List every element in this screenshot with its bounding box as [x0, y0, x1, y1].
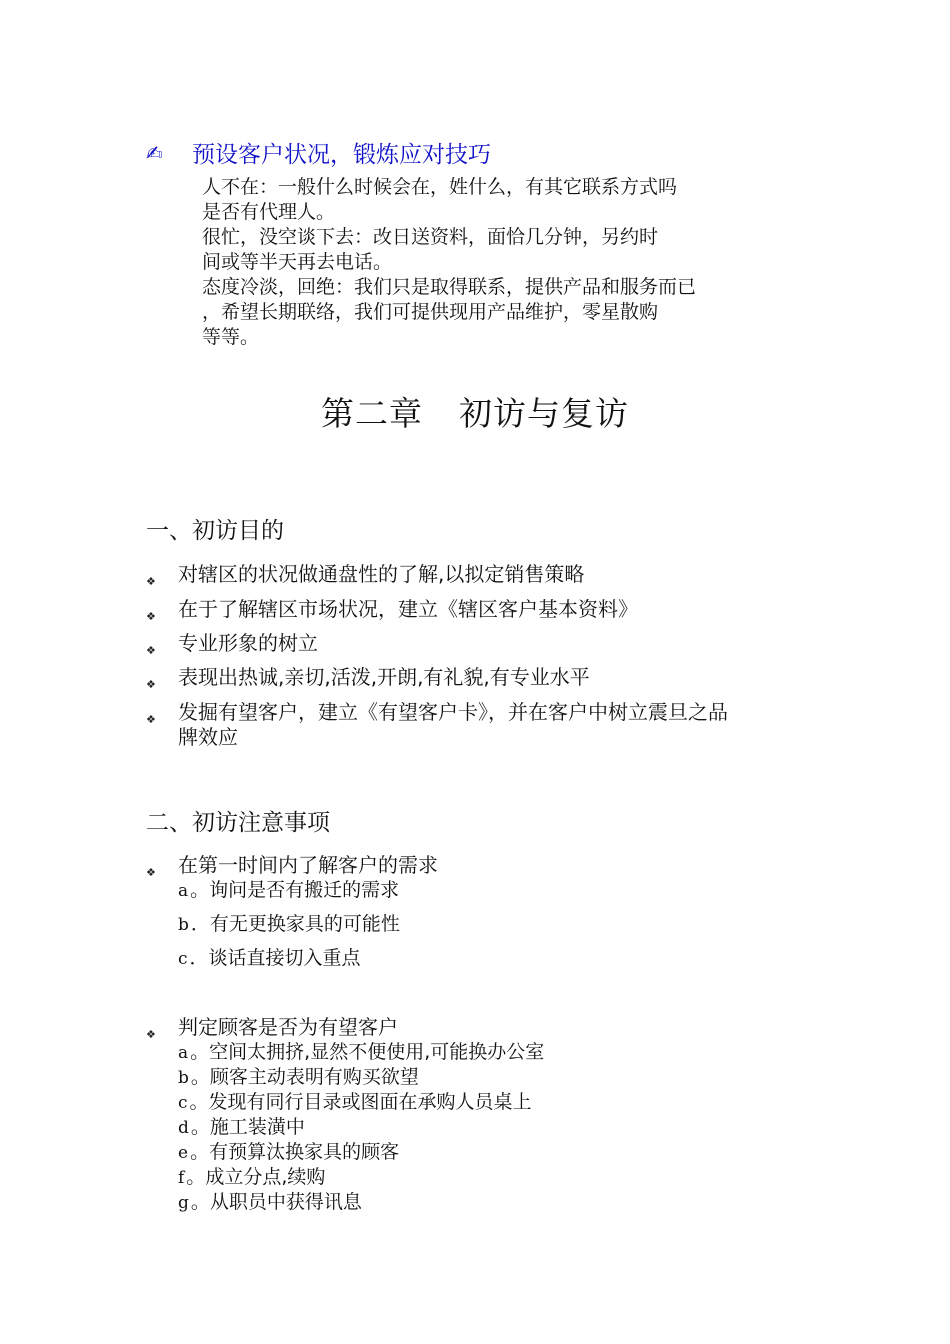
- list-item-continuation: 牌效应: [178, 725, 238, 749]
- section-title: 一、初访目的: [146, 518, 284, 544]
- sub-item: b 。顾客主动表明有购买欲望: [178, 1066, 419, 1088]
- diamond-bullet-icon: ❖: [146, 610, 156, 623]
- chapter-title: [0, 388, 950, 435]
- intro-heading: [146, 136, 491, 169]
- diamond-bullet-icon: ❖: [146, 713, 156, 726]
- list-item: ❖ 表现出热诚,亲切,活泼,开朗,有礼貌,有专业水平: [146, 665, 590, 697]
- section-title: 二、初访注意事项: [146, 810, 330, 836]
- intro-line: 很忙，没空谈下去：改日送资料，面恰几分钟，另约时: [202, 226, 659, 248]
- sub-item: c 。发现有同行目录或图面在承购人员桌上: [178, 1091, 532, 1113]
- sub-item: b ．有无更换家具的可能性: [178, 913, 400, 935]
- list-item: ❖ 在于了解辖区市场状况，建立《辖区客户基本资料》: [146, 597, 638, 629]
- sub-item: f 。成立分点,续购: [178, 1166, 326, 1188]
- chapter-name: 初访与复访: [459, 394, 629, 433]
- sub-item: d 。施工装潢中: [178, 1116, 305, 1138]
- intro-heading-text: 预设客户状况，锻炼应对技巧: [192, 142, 491, 168]
- intro-line: 间或等半天再去电话。: [202, 251, 393, 273]
- sub-item: g 。从职员中获得讯息: [178, 1191, 362, 1213]
- diamond-bullet-icon: ❖: [146, 866, 156, 879]
- diamond-bullet-icon: ❖: [146, 575, 156, 588]
- pen-icon: ✍: [146, 140, 163, 165]
- intro-line: ，希望长期联络，我们可提供现用产品维护，零星散购: [202, 301, 659, 323]
- intro-line: 等等。: [202, 326, 260, 348]
- list-item: ❖ 专业形象的树立: [146, 631, 318, 663]
- sub-item: e 。有预算汰换家具的顾客: [178, 1141, 400, 1163]
- list-item: ❖ 判定顾客是否为有望客户: [146, 1015, 398, 1047]
- list-item: ❖ 发掘有望客户，建立《有望客户卡》，并在客户中树立震旦之品: [146, 700, 728, 732]
- chapter-number: 第二章: [321, 394, 423, 433]
- sub-item: a 。询问是否有搬迁的需求: [178, 879, 400, 901]
- diamond-bullet-icon: ❖: [146, 678, 156, 691]
- intro-line: 态度冷淡，回绝：我们只是取得联系，提供产品和服务而已: [202, 276, 697, 298]
- sub-item: c ．谈话直接切入重点: [178, 947, 361, 969]
- intro-line: 是否有代理人。: [202, 201, 336, 223]
- intro-line: 人不在：一般什么时候会在，姓什么，有其它联系方式吗: [202, 176, 678, 198]
- diamond-bullet-icon: ❖: [146, 644, 156, 657]
- diamond-bullet-icon: ❖: [146, 1028, 156, 1041]
- list-item: ❖ 对辖区的状况做通盘性的了解,以拟定销售策略: [146, 562, 584, 594]
- list-item: ❖ 在第一时间内了解客户的需求: [146, 853, 438, 885]
- sub-item: a 。空间太拥挤,显然不便使用,可能换办公室: [178, 1041, 545, 1063]
